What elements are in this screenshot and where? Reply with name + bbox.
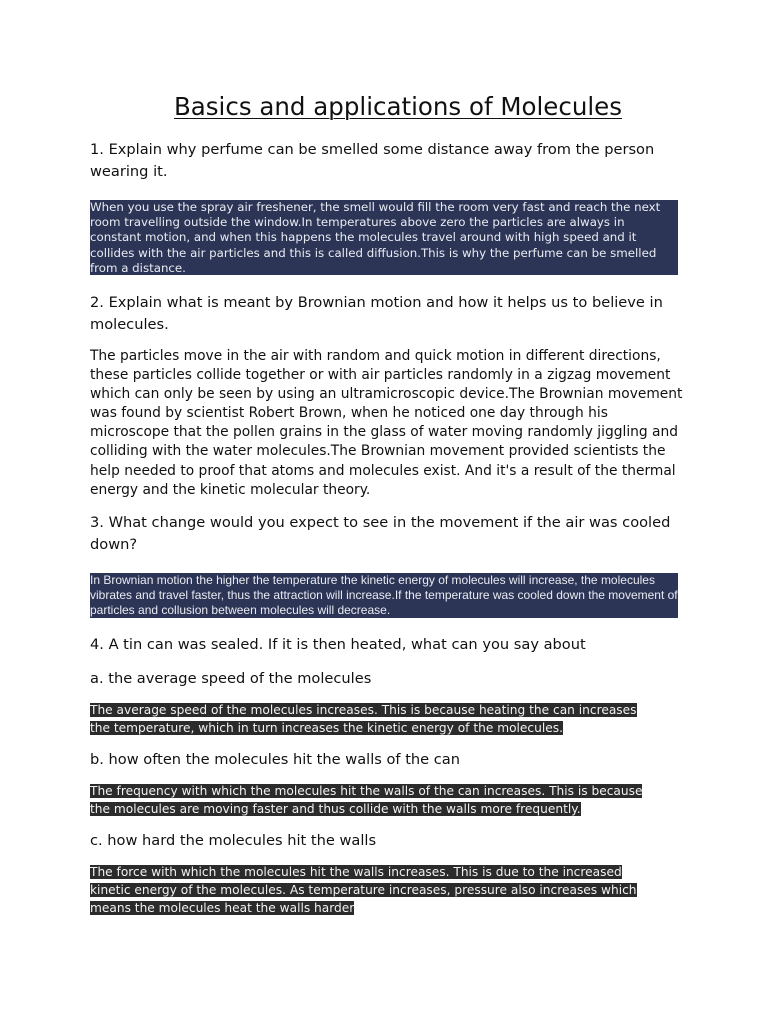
question-4: 4. A tin can was sealed. If it is then heated, what can you say about <box>90 636 586 653</box>
answer-4a-text: The average speed of the molecules increases. This is because heating the can increases the temperature, which in turn increases the kinetic energy of the molecules. <box>90 703 637 735</box>
page-title: Basics and applications of Molecules <box>173 92 623 121</box>
answer-4a <box>90 702 658 738</box>
answer-4c <box>90 864 665 917</box>
question-4b: b. how often the molecules hit the walls of the can <box>90 751 461 768</box>
answer-4b-text: The frequency with which the molecules hit the walls of the can increases. This is because the molecules are moving faster and thus collide with the walls more frequently. <box>90 784 643 816</box>
question-1: 1. Explain why perfume can be smelled some distance away from the person wearing it. <box>90 141 655 180</box>
question-4c: c. how hard the molecules hit the walls <box>90 832 377 849</box>
answer-3-box: In Brownian motion the higher the temperature the kinetic energy of molecules will increase, the molecules vibrates and travel faster, thus the attraction will increase.If the temperature was cooled down the movement of particles and collusion between molecules will decrease. <box>90 573 678 618</box>
answer-4c-text: The force with which the molecules hit the walls increases. This is due to the increased kinetic energy of the molecules. As temperature increases, pressure also increases which means the molecules heat the walls harder <box>90 865 637 915</box>
question-2: 2. Explain what is meant by Brownian motion and how it helps us to believe in molecules. <box>90 294 663 333</box>
answer-1-box: When you use the spray air freshener, the smell would fill the room very fast and reach the next room travelling outside the window.In temperatures above zero the particles are always in constant motion, and when this happens the molecules travel around with high speed and it collides with the air particles and this is called diffusion.This is why the perfume can be smelled from a distance. <box>90 200 678 275</box>
answer-4b <box>90 783 665 819</box>
question-4a: a. the average speed of the molecules <box>90 670 372 687</box>
answer-2: The particles move in the air with random and quick motion in different directions, these particles collide together or with air particles randomly in a zigzag movement which can only be seen by using an ultramicroscopic device.The Brownian movement was found by scientist Robert Brown, when he noticed one day through his microscope that the pollen grains in the glass of water moving randomly jiggling and colliding with the water molecules.The Brownian movement provided scientists the help needed to proof that atoms and molecules exist. And it's a result of the thermal energy and the kinetic molecular theory. <box>90 348 683 498</box>
question-3: 3. What change would you expect to see in the movement if the air was cooled down? <box>90 514 671 553</box>
